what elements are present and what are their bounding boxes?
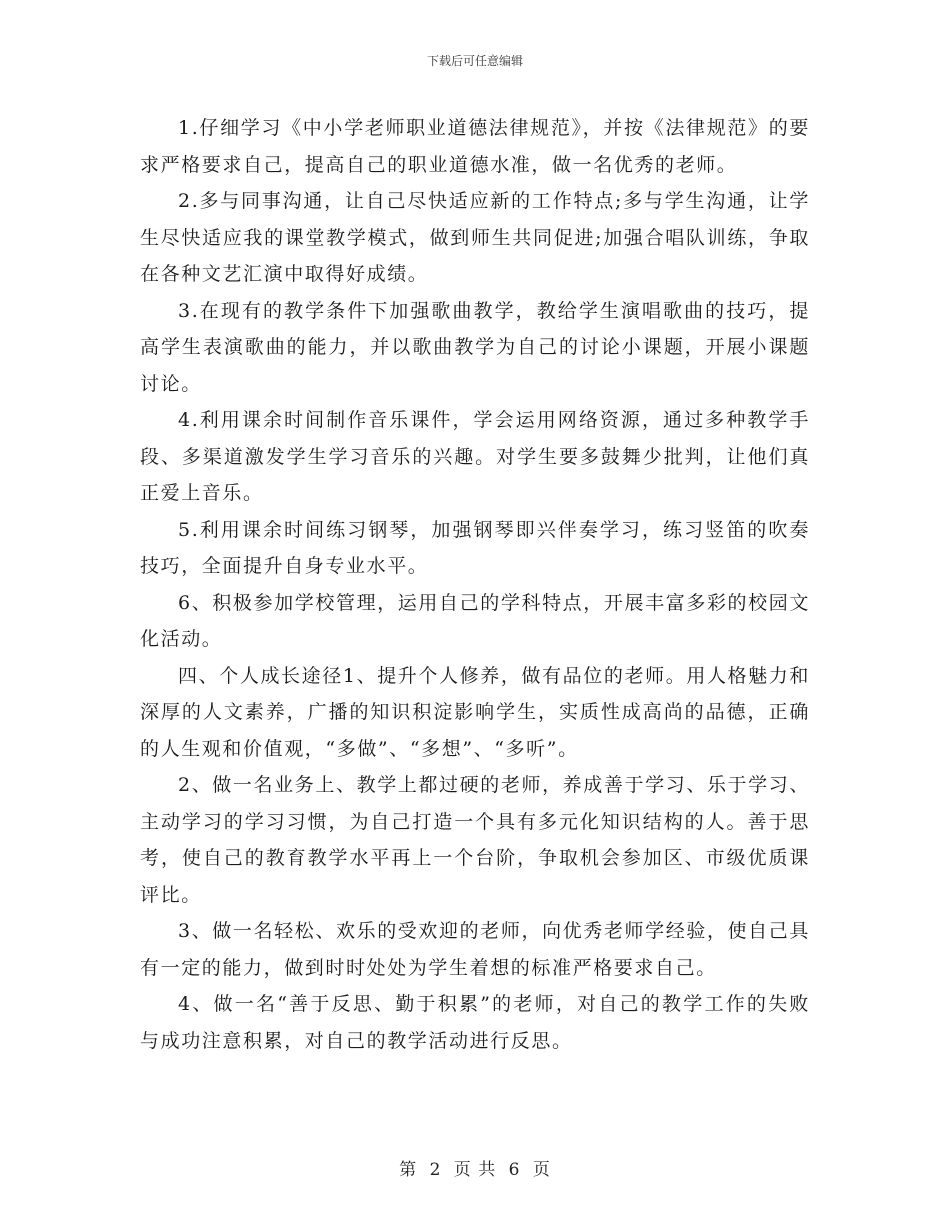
paragraph: 5.利用课余时间练习钢琴，加强钢琴即兴伴奏学习，练习竖笛的吹奏技巧，全面提升自身专业水平。 (140, 518, 810, 577)
paragraph: 1.仔细学习《中小学老师职业道德法律规范》，并按《法律规范》的要求严格要求自己，提高自己的职业道德水准，做一名优秀的老师。 (140, 117, 810, 176)
paragraph: 2.多与同事沟通，让自己尽快适应新的工作特点;多与学生沟通，让学生尽快适应我的课堂教学模式，做到师生共同促进;加强合唱队训练，争取在各种文艺汇演中取得好成绩。 (140, 190, 810, 285)
page-footer (0, 1155, 950, 1180)
paragraph: 3.在现有的教学条件下加强歌曲教学，教给学生演唱歌曲的技巧，提高学生表演歌曲的能力，并以歌曲教学为自己的讨论小课题，开展小课题讨论。 (140, 299, 810, 395)
footer-middle: 页 共 (453, 1160, 497, 1180)
paragraph: 4、做一名“善于反思、勤于积累”的老师，对自己的教学工作的失败与成功注意积累，对自己的教学活动进行反思。 (140, 993, 810, 1052)
current-page-number: 2 (429, 1160, 442, 1180)
footer-prefix: 第 (399, 1160, 418, 1180)
paragraph: 4.利用课余时间制作音乐课件，学会运用网络资源，通过多种教学手段、多渠道激发学生学习音乐的兴趣。对学生要多鼓舞少批判，让他们真正爱上音乐。 (140, 409, 810, 504)
paragraph: 3、做一名轻松、欢乐的受欢迎的老师，向优秀老师学经验，使自己具有一定的能力，做到时时处处为学生着想的标准严格要求自己。 (140, 920, 810, 979)
page-header: 下载后可任意编辑 (426, 54, 523, 68)
paragraph: 四、个人成长途径1、提升个人修养，做有品位的老师。用人格魅力和深厚的人文素养，广播的知识积淀影响学生，实质性成高尚的品德，正确的人生观和价值观，“多做”、“多想”、“多听”。 (140, 664, 810, 760)
paragraph: 2、做一名业务上、教学上都过硬的老师，养成善于学习、乐于学习、主动学习的学习习惯，为自己打造一个具有多元化知识结构的人。善于思考，使自己的教育教学水平再上一个台阶，争取机会参加区、市级优质课评比。 (140, 774, 810, 906)
document-body (140, 110, 810, 1059)
footer-suffix: 页 (532, 1160, 551, 1180)
paragraph: 6、积极参加学校管理，运用自己的学科特点，开展丰富多彩的校园文化活动。 (140, 591, 810, 650)
total-page-count: 6 (508, 1160, 521, 1180)
